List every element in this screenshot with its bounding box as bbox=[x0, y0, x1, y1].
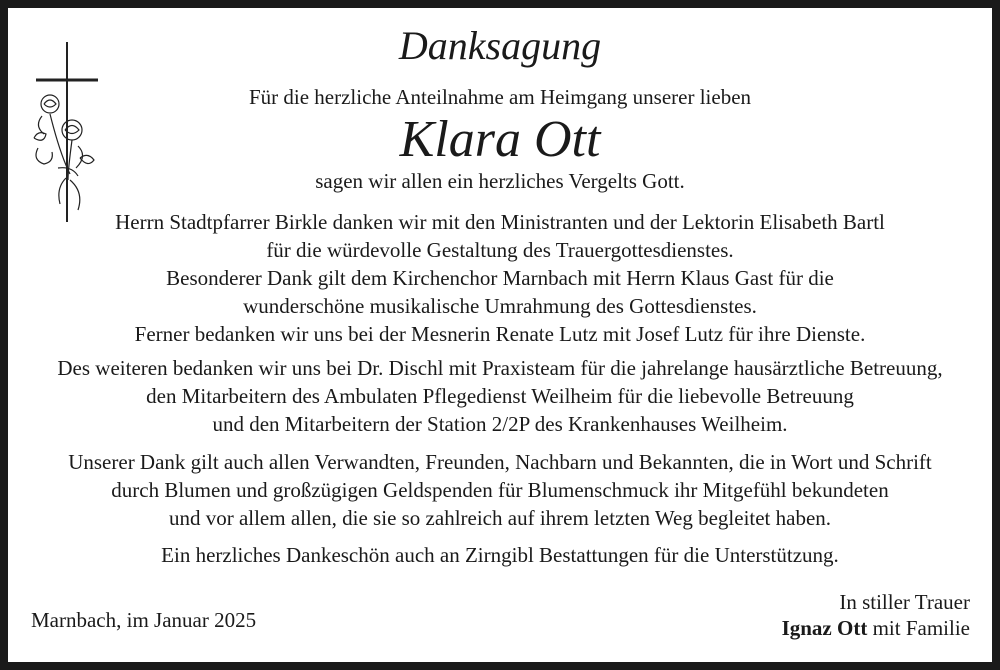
signature-name: Ignaz Ott bbox=[781, 616, 868, 640]
signature bbox=[782, 616, 970, 641]
paragraph-line: Des weiteren bedanken wir uns bei Dr. Dischl mit Praxisteam für die jahrelange hausärztliche Betreuung, bbox=[57, 356, 943, 380]
paragraph-line: und vor allem allen, die sie so zahlreich auf ihrem letzten Weg begleitet haben. bbox=[168, 506, 832, 530]
intro-text: Für die herzliche Anteilnahme am Heimgang unserer lieben bbox=[248, 85, 752, 109]
paragraph-line: durch Blumen und großzügigen Geldspenden für Blumenschmuck ihr Mitgefühl bekundeten bbox=[111, 478, 889, 502]
paragraph-line: Herrn Stadtpfarrer Birkle danken wir mit den Ministranten und der Lektorin Elisabeth Bartl bbox=[115, 210, 885, 234]
paragraph-line: Besonderer Dank gilt dem Kirchenchor Marnbach mit Herrn Klaus Gast für die bbox=[166, 266, 834, 290]
paragraph-line: wunderschöne musikalische Umrahmung des Gottesdienstes. bbox=[243, 294, 757, 318]
paragraph-line: für die würdevolle Gestaltung des Trauergottesdienstes. bbox=[266, 238, 734, 262]
deceased-name: Klara Ott bbox=[399, 111, 601, 168]
paragraph-line: und den Mitarbeitern der Station 2/2P des Krankenhauses Weilheim. bbox=[212, 412, 788, 436]
signature-suffix: mit Familie bbox=[867, 616, 970, 640]
heading: Danksagung bbox=[398, 23, 602, 68]
place-date: Marnbach, im Januar 2025 bbox=[31, 608, 257, 632]
thanks-line: sagen wir allen ein herzliches Vergelts Gott. bbox=[315, 169, 685, 193]
paragraph-line: Ferner bedanken wir uns bei der Mesnerin Renate Lutz mit Josef Lutz für ihre Dienste. bbox=[134, 322, 866, 346]
paragraph-line: Ein herzliches Dankeschön auch an Zirngibl Bestattungen für die Unterstützung. bbox=[161, 543, 839, 567]
paragraph-line: den Mitarbeitern des Ambulaten Pflegedienst Weilheim für die liebevolle Betreuung bbox=[146, 384, 854, 408]
paragraph-line: Unserer Dank gilt auch allen Verwandten, Freunden, Nachbarn und Bekannten, die in Wort und Schrift bbox=[68, 450, 932, 474]
signature-line1: In stiller Trauer bbox=[839, 590, 970, 614]
